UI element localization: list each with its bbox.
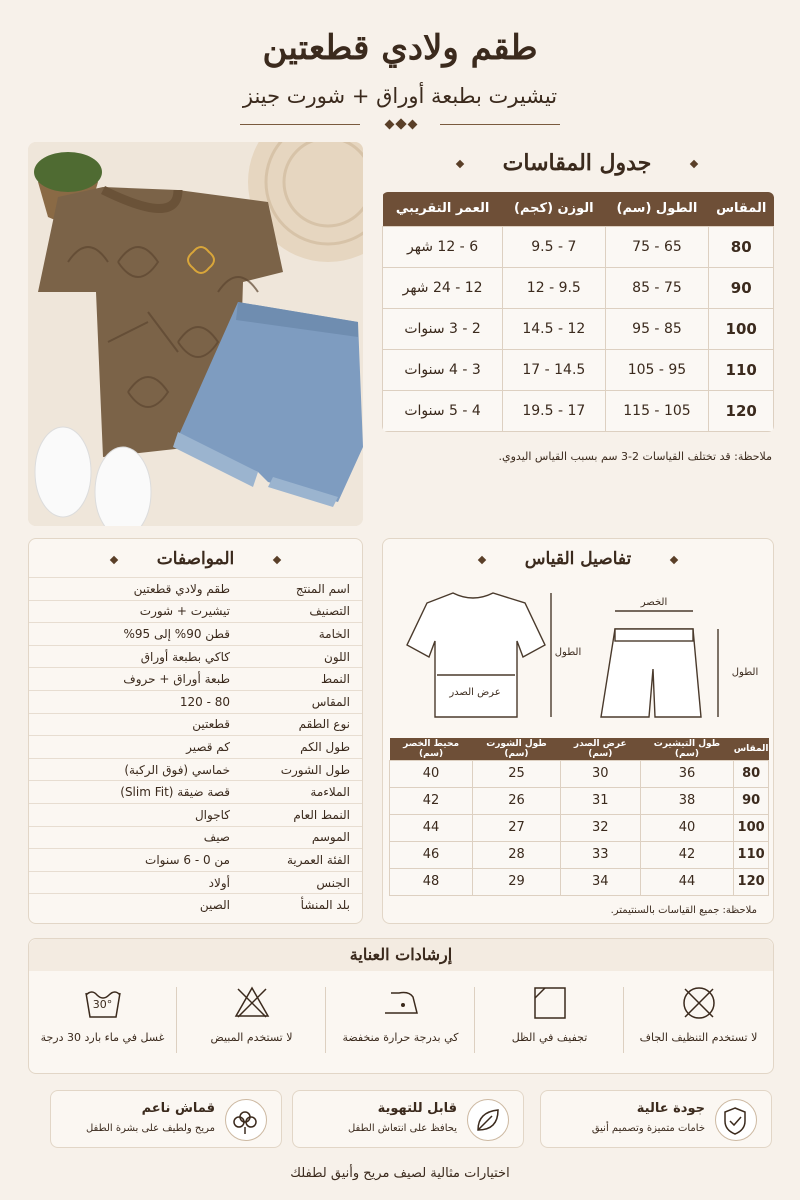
size-col-header: العمر التقريبي (383, 192, 503, 226)
spec-key: الجنس (242, 871, 362, 894)
size-col-header: المقاس (709, 192, 774, 226)
spec-value: تيشيرت + شورت (29, 600, 242, 623)
spec-key: طول الكم (242, 736, 362, 759)
spec-key: الموسم (242, 826, 362, 849)
spec-value: قصة ضيقة (Slim Fit) (29, 781, 242, 804)
table-row (383, 267, 774, 308)
page-subtitle: تيشيرت بطبعة أوراق + شورت جينز (242, 84, 558, 108)
spec-value: الصين (29, 894, 242, 917)
care-divider (623, 987, 624, 1053)
chest-label: عرض الصدر (449, 687, 501, 698)
size-cell: 100 (709, 308, 774, 349)
measure-cell: 29 (473, 868, 561, 895)
waist-label: الخصر (640, 597, 668, 608)
measure-cell: 36 (640, 760, 734, 787)
size-cell: 80 (709, 226, 774, 267)
spec-value: خماسي (فوق الركبة) (29, 758, 242, 781)
specs-card (28, 538, 363, 924)
spec-value: صيف (29, 826, 242, 849)
size-cell: 120 (709, 390, 774, 431)
feature-card (540, 1090, 772, 1148)
spec-key: طول الشورت (242, 758, 362, 781)
size-chart-note: ملاحظة: قد تختلف القياسات 2-3 سم بسبب القياس اليدوي. (498, 450, 772, 463)
feature-subtitle: خامات متميزة وتصميم أنيق (591, 1123, 705, 1134)
measure-cell: 40 (640, 814, 734, 841)
measure-cell: 32 (560, 814, 640, 841)
measure-cell: 33 (560, 841, 640, 868)
spec-row (29, 623, 362, 646)
size-chart-table (382, 192, 774, 432)
spec-row (29, 758, 362, 781)
size-cell: 17 - 19.5 (503, 390, 605, 431)
spec-value: كاكي بطبعة أوراق (29, 645, 242, 668)
feature-subtitle: يحافظ على انتعاش الطفل (347, 1123, 457, 1134)
measure-cell: 25 (473, 760, 561, 787)
care-label: لا تستخدم المبيض (210, 1031, 293, 1044)
spec-row (29, 849, 362, 872)
shirt-length-label: الطول (554, 647, 582, 658)
spec-value: كاجوال (29, 803, 242, 826)
measure-cell: 38 (640, 787, 734, 814)
leaf-icon (467, 1099, 509, 1141)
care-item (177, 983, 326, 1046)
size-cell: 14.5 - 17 (503, 349, 605, 390)
spec-key: النمط العام (242, 803, 362, 826)
care-label: تجفيف في الظل (511, 1031, 588, 1044)
size-chart-title: جدول المقاسات (382, 150, 772, 176)
size-cell: 6 - 12 شهر (383, 226, 503, 267)
measure-cell: 27 (473, 814, 561, 841)
spec-key: نوع الطقم (242, 713, 362, 736)
size-cell: 7 - 9.5 (503, 226, 605, 267)
spec-row (29, 894, 362, 917)
table-row (390, 841, 769, 868)
size-col-header: الوزن (كجم) (503, 192, 605, 226)
care-item (624, 983, 773, 1046)
no-bleach-icon (177, 983, 326, 1023)
measurement-card (382, 538, 774, 924)
spec-row (29, 871, 362, 894)
page-title: طقم ولادي قطعتين (262, 28, 538, 68)
spec-key: بلد المنشأ (242, 894, 362, 917)
table-row (390, 760, 769, 787)
dry-in-shade-icon (475, 983, 624, 1023)
measure-cell: 110 (734, 841, 769, 868)
care-label: لا تستخدم التنظيف الجاف (639, 1031, 758, 1044)
spec-value: قطعتين (29, 713, 242, 736)
spec-value: قطن 90% إلى 95% (29, 623, 242, 646)
measure-col-header: عرض الصدر (سم) (560, 738, 640, 760)
feature-title: جودة عالية (636, 1101, 705, 1116)
measure-cell: 42 (390, 787, 473, 814)
spec-key: النمط (242, 668, 362, 691)
measure-cell: 44 (640, 868, 734, 895)
no-dry-clean-icon (624, 983, 773, 1023)
spec-key: اللون (242, 645, 362, 668)
measurement-title: تفاصيل القياس (383, 549, 773, 569)
measure-col-header: محيط الخصر (سم) (390, 738, 473, 760)
feature-card (50, 1090, 282, 1148)
care-item (475, 983, 624, 1046)
size-cell: 3 - 4 سنوات (383, 349, 503, 390)
wash-temperature: 30° (92, 998, 113, 1011)
spec-row (29, 781, 362, 804)
care-label: غسل في ماء بارد 30 درجة (40, 1031, 165, 1044)
size-cell: 90 (709, 267, 774, 308)
spec-row (29, 713, 362, 736)
feature-card (292, 1090, 524, 1148)
size-cell: 105 - 115 (605, 390, 709, 431)
shield-check-icon (715, 1099, 757, 1141)
measure-cell: 30 (560, 760, 640, 787)
shorts-diagram (601, 611, 718, 717)
spec-row (29, 668, 362, 691)
size-col-header: الطول (سم) (605, 192, 709, 226)
measurement-table (389, 738, 769, 896)
spec-key: المقاس (242, 690, 362, 713)
spec-row (29, 578, 362, 601)
table-row (390, 814, 769, 841)
title-divider (240, 118, 560, 132)
spec-value: 80 - 120 (29, 690, 242, 713)
spec-value: أولاد (29, 871, 242, 894)
spec-row (29, 690, 362, 713)
footer-tagline: اختيارات مثالية لصيف مريح وأنيق لطفلك (290, 1166, 510, 1181)
measure-cell: 100 (734, 814, 769, 841)
measure-cell: 28 (473, 841, 561, 868)
measure-cell: 40 (390, 760, 473, 787)
specs-title: المواصفات (29, 549, 362, 569)
size-cell: 9.5 - 12 (503, 267, 605, 308)
measure-col-header: طول الشورت (سم) (473, 738, 561, 760)
spec-value: طقم ولادي قطعتين (29, 578, 242, 601)
spec-row (29, 826, 362, 849)
measure-cell: 120 (734, 868, 769, 895)
measurement-diagram (383, 579, 775, 729)
spec-row (29, 600, 362, 623)
spec-value: من 0 - 6 سنوات (29, 849, 242, 872)
size-cell: 85 - 95 (605, 308, 709, 349)
measure-cell: 42 (640, 841, 734, 868)
care-divider (474, 987, 475, 1053)
care-label: كي بدرجة حرارة منخفضة (342, 1031, 459, 1044)
table-row (383, 390, 774, 431)
measure-col-header: طول التيشيرت (سم) (640, 738, 734, 760)
spec-row (29, 645, 362, 668)
low-iron-icon (326, 983, 475, 1023)
size-cell: 95 - 105 (605, 349, 709, 390)
feature-title: قماش ناعم (141, 1101, 215, 1116)
measure-cell: 46 (390, 841, 473, 868)
spec-key: اسم المنتج (242, 578, 362, 601)
table-row (390, 787, 769, 814)
care-divider (325, 987, 326, 1053)
spec-key: التصنيف (242, 600, 362, 623)
wash-30-icon (28, 983, 177, 1023)
spec-row (29, 803, 362, 826)
table-row (383, 226, 774, 267)
tshirt-diagram (407, 593, 551, 717)
care-item (326, 983, 475, 1046)
size-cell: 12 - 14.5 (503, 308, 605, 349)
measure-cell: 48 (390, 868, 473, 895)
table-row (383, 308, 774, 349)
size-cell: 2 - 3 سنوات (383, 308, 503, 349)
size-cell: 75 - 85 (605, 267, 709, 308)
care-card (28, 938, 774, 1074)
spec-value: طبعة أوراق + حروف (29, 668, 242, 691)
measure-col-header: المقاس (734, 738, 769, 760)
size-cell: 65 - 75 (605, 226, 709, 267)
size-cell: 4 - 5 سنوات (383, 390, 503, 431)
spec-key: الفئة العمرية (242, 849, 362, 872)
table-row (390, 868, 769, 895)
measurement-note: ملاحظة: جميع القياسات بالسنتيمتر. (610, 905, 757, 916)
size-cell: 110 (709, 349, 774, 390)
care-divider (176, 987, 177, 1053)
spec-key: الملاءمة (242, 781, 362, 804)
measure-cell: 44 (390, 814, 473, 841)
shorts-length-label: الطول (731, 667, 759, 678)
care-title: إرشادات العناية (29, 939, 773, 971)
spec-row (29, 736, 362, 759)
table-row (383, 349, 774, 390)
care-item (28, 983, 177, 1046)
measure-cell: 31 (560, 787, 640, 814)
measure-cell: 34 (560, 868, 640, 895)
spec-key: الخامة (242, 623, 362, 646)
feature-subtitle: مريح ولطيف على بشرة الطفل (85, 1123, 215, 1134)
size-cell: 12 - 24 شهر (383, 267, 503, 308)
product-photo (28, 142, 363, 526)
measure-cell: 26 (473, 787, 561, 814)
measure-cell: 90 (734, 787, 769, 814)
measure-cell: 80 (734, 760, 769, 787)
feature-title: قابل للتهوية (377, 1101, 457, 1116)
spec-value: كم قصير (29, 736, 242, 759)
cotton-icon (225, 1099, 267, 1141)
